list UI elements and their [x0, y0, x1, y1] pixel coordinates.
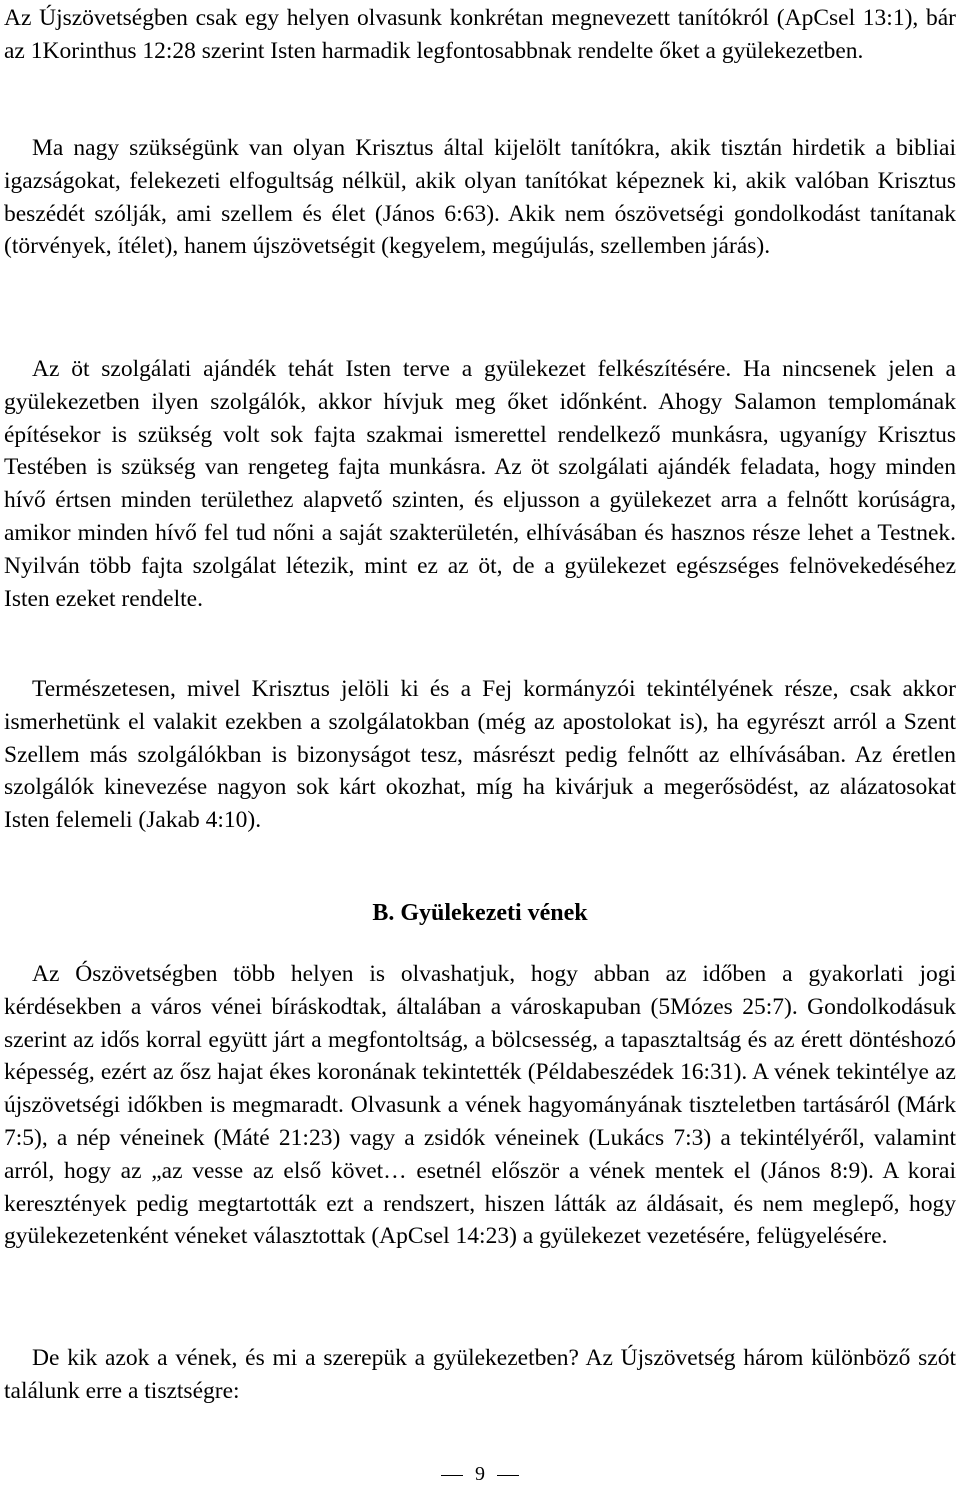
- paragraph-recognition: Természetesen, mivel Krisztus jelöli ki és a Fej kormányzói tekintélyének része, csak akkor ismerhetünk el valakit ezekben a szolgálatokban (még az apostolokat is), ha egyrészt arról a Szent Szellem más szolgálókban is bizonyságot tesz, másrészt pedig felnőtt az elhívásában. Az éretlen szolgálók kinevezése nagyon sok kárt okozhat, míg ha kivárjuk a megerősödést, az alázatosokat Isten felemeli (Jakab 4:10).: [4, 676, 956, 834]
- paragraph-need-for-teachers: Ma nagy szükségünk van olyan Krisztus által kijelölt tanítókra, akik tisztán hirdetik a bibliai igazságokat, felekezeti elfogultság nélkül, akik olyan tanítókat képeznek ki, akik valóban Krisztus beszédét szólják, ami szellem és élet (János 6:63). Akik nem ószövetségi gondolkodást tanítanak (törvények, ítélet), hanem újszövetségit (kegyelem, megújulás, szellemben járás).: [4, 135, 956, 260]
- paragraph-five-gifts: Az öt szolgálati ajándék tehát Isten terve a gyülekezet felkészítésére. Ha nincsenek jelen a gyülekezetben ilyen szolgálók, akkor hívjuk meg őket időnként. Ahogy Salamon templomának építésekor is szükség volt sok fajta szakmai ismerettel rendelkező munkásra, ugyanígy Krisztus Testében is szükség van rengeteg fajta munkásra. Az öt szolgálati ajándék feladata, hogy minden hívő értsen minden területhez alapvető szinten, és eljusson a gyülekezet arra a felnőtt korúságra, amikor minden hívő fel tud nőni a saját szakterületén, elhívásában és hasznos része lehet a Testnek. Nyilván több fajta szolgálat létezik, mint ez az öt, de a gyülekezet egészséges felnövekedéséhez Isten ezeket rendelte.: [4, 356, 956, 612]
- footer-dash-left: [441, 1475, 463, 1476]
- paragraph-teachers-intro: Az Újszövetségben csak egy helyen olvasunk konkrétan megnevezett tanítókról (ApCsel 13:1), bár az 1Korinthus 12:28 szerint Isten harmadik legfontosabbnak rendelte őket a gyülekezetben.: [4, 5, 956, 64]
- paragraph-who-are-elders: De kik azok a vének, és mi a szerepük a gyülekezetben? Az Újszövetség három különböző szót találunk erre a tisztségre:: [4, 1345, 956, 1404]
- page-number: 9: [475, 1463, 485, 1485]
- section-heading: B. Gyülekezeti vének: [372, 900, 588, 926]
- page-footer: [4, 1462, 956, 1486]
- paragraph-old-testament-elders: Az Ószövetségben több helyen is olvashatjuk, hogy abban az időben a gyakorlati jogi kérdésekben a város vénei bíráskodtak, általában a városkapuban (5Mózes 25:7). Gondolkodásuk szerint az idős korral együtt járt a megfontoltság, a bölcsesség, a tapasztaltság és az érett döntéshozó képesség, ezért az ősz hajat ékes koronának tekintették (Példabeszédek 16:31). A vének tekintélye az újszövetségi időkben is megmaradt. Olvasunk a vének hagyományának tiszteletben tartásáról (Márk 7:5), a nép véneinek (Máté 21:23) vagy a zsidók véneinek (Lukács 7:3) a tekintélyéről, valamint arról, hogy az „az vesse az első követ… esetnél először a vének mentek el (János 8:9). A korai keresztények pedig megtartották ezt a rendszert, hiszen látták az áldásait, és nem meglepő, hogy gyülekezetenként véneket választottak (ApCsel 14:23) a gyülekezet vezetésére, felügyelésére.: [4, 961, 956, 1250]
- document-page: [4, 0, 956, 1486]
- footer-dash-right: [497, 1475, 519, 1476]
